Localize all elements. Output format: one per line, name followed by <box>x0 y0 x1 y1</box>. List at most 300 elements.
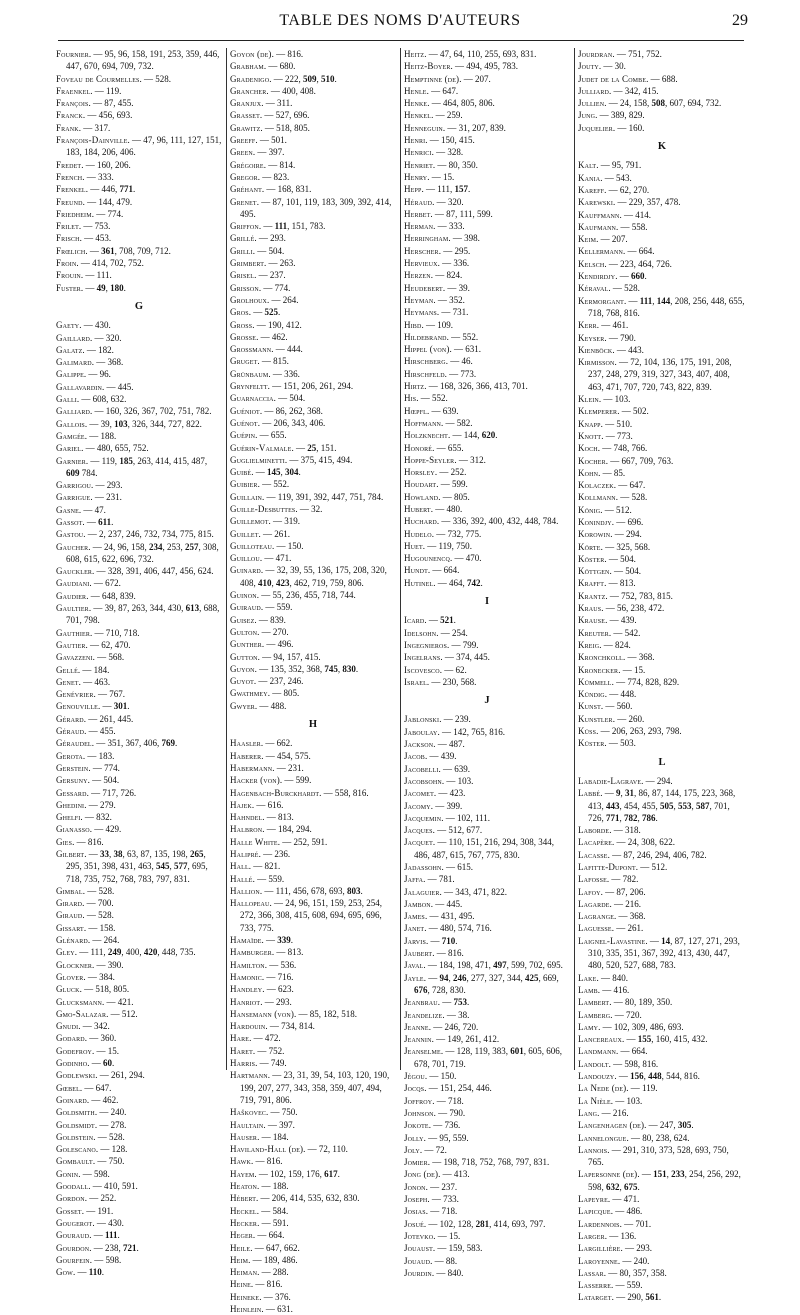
page-references: 135, 352, 368, 745, 830 <box>270 663 356 674</box>
page-references: 293 <box>106 480 121 491</box>
index-entry: Guille-Desbuttes. — 32. <box>230 503 323 514</box>
author-name: Kündig <box>578 689 605 700</box>
author-name: Lannois <box>578 1144 608 1155</box>
author-name: Lagrange <box>578 911 615 922</box>
page-references: 80, 238, 624 <box>642 1132 688 1143</box>
page-references: 398 <box>464 233 478 244</box>
page-references: 111, 157 <box>437 184 469 195</box>
author-name: Kirmisson <box>578 357 615 368</box>
index-entry: Kreig. — 824. <box>578 639 631 650</box>
author-name: Gianasso <box>56 824 90 835</box>
page-references: 47, 96, 111, 127, 151, 183, 184, 206, 406 <box>66 135 222 158</box>
page-references: 294 <box>656 775 671 786</box>
index-entry: Janet. — 480, 574, 716. <box>404 923 492 934</box>
index-entry: Krafft. — 813. <box>578 578 636 589</box>
author-name: Guiraud <box>230 602 261 613</box>
author-name: Jeanne <box>404 1021 429 1032</box>
index-entry: Keim. — 207. <box>578 234 628 245</box>
page-references: 445 <box>117 381 132 392</box>
author-name: Goinard <box>56 1094 87 1105</box>
page-references: 279 <box>99 799 114 810</box>
author-name: Kelsch <box>578 258 605 269</box>
index-entry: Jambon. — 445. <box>404 898 463 909</box>
author-name: Froin <box>56 258 77 269</box>
page-references: 328 <box>447 147 461 158</box>
letter-heading: J <box>484 695 490 707</box>
index-entry: Gauthier. — 710, 718. <box>56 627 140 638</box>
author-name: Hoffmann <box>404 417 442 428</box>
page-references: 336, 392, 400, 432, 448, 784 <box>452 516 557 527</box>
page-references: 494, 495, 783 <box>466 61 516 72</box>
index-entry: Laguesse. — 261. <box>578 923 644 934</box>
index-entry: Joffroy. — 718. <box>404 1095 464 1106</box>
page-references: 144, 479 <box>98 196 130 207</box>
page-references: 752, 783, 815 <box>621 590 671 601</box>
author-name: Gaety <box>56 320 80 331</box>
index-entry: Heineke. — 376. <box>230 1291 291 1302</box>
page-references: 150 <box>287 540 302 551</box>
index-entry: Guillou. — 471. <box>230 553 292 564</box>
page-references: 599 <box>295 775 310 786</box>
page-references: 464, 805, 806 <box>443 98 493 109</box>
index-entry: Hajek. — 616. <box>230 799 284 810</box>
column-divider <box>226 48 227 1070</box>
page-references: 821 <box>264 861 279 872</box>
index-entry: Friedheim. — 774. <box>56 208 124 219</box>
index-entry: Ingelrans. — 374, 445. <box>404 652 490 663</box>
page-references: 47 <box>94 504 104 515</box>
page-references: 647, 662 <box>266 1242 298 1253</box>
index-column-3 <box>404 48 570 1278</box>
author-name: Krafft <box>578 578 605 589</box>
page-references: 748, 766 <box>613 443 646 454</box>
index-entry: Jaffa. — 781. <box>404 874 455 885</box>
page-references: 60 <box>102 1058 112 1069</box>
page-references: 559 <box>626 1280 641 1291</box>
author-name: Lacasse <box>578 849 608 860</box>
index-entry: Guglielminetti. — 375, 415, 494. <box>230 454 353 465</box>
index-entry: Kronecker. — 15. <box>578 664 646 675</box>
page-references: 87, 455 <box>104 98 132 109</box>
author-name: Gwathmey <box>230 688 268 699</box>
page-references: 144, 620 <box>463 430 496 441</box>
author-name: His <box>404 393 417 404</box>
author-name: Kermorgant <box>578 295 625 306</box>
author-name: Herbet <box>404 208 431 219</box>
page-references: 14, 87, 127, 271, 293, 310, 335, 351, 367, 392, 413, 430, 447, 480, 520, 527, 688, 783 <box>588 935 740 971</box>
page-references: 207 <box>611 234 626 245</box>
page-references: 239 <box>454 714 469 725</box>
page-references: 119, 185, 263, 414, 415, 487, 609 784 <box>66 455 208 478</box>
index-entry: Hansemann (von). — 85, 182, 518. <box>230 1008 357 1019</box>
index-entry: La Nièle. — 103. <box>578 1095 643 1106</box>
index-entry: Lasserre. — 559. <box>578 1280 643 1291</box>
page-references: 333 <box>98 171 112 182</box>
index-entry: Kunst. — 560. <box>578 701 633 712</box>
index-entry: Gellé. — 184. <box>56 664 110 675</box>
page-references: 95, 96, 158, 191, 253, 359, 446, 447, 670, 694, 709, 732 <box>66 49 220 72</box>
index-entry: Horsley. — 252. <box>404 467 467 478</box>
author-name: Hacker (von) <box>230 775 280 786</box>
author-name: Gersuny <box>56 775 88 786</box>
author-name: Kronecker <box>578 664 619 675</box>
index-entry: Karewski. — 229, 357, 478. <box>578 197 681 208</box>
index-entry: Hare. — 472. <box>230 1033 281 1044</box>
index-entry: Guérin-Valmale. — 25, 151. <box>230 442 337 453</box>
index-entry: Henri. — 150, 415. <box>404 135 475 146</box>
author-name: Grolhoux <box>230 294 268 305</box>
page-references: 839 <box>270 614 284 625</box>
author-name: Jambon <box>404 898 431 909</box>
author-name: Handley <box>230 984 263 995</box>
index-entry: Körte. — 325, 568. <box>578 541 651 552</box>
index-entry: Gimbal. — 528. <box>56 885 115 896</box>
page-references: 512 <box>651 862 666 872</box>
author-name: Ingelrans <box>404 652 441 663</box>
page-references: 781 <box>438 874 453 885</box>
page-references: 664 <box>268 1230 283 1241</box>
index-entry: Henrici. — 328. <box>404 147 464 158</box>
author-name: Iscovesco <box>404 664 440 675</box>
author-name: Grimbert <box>230 258 265 269</box>
author-name: James <box>404 911 425 922</box>
index-entry: Franck. — 456, 693. <box>56 110 133 121</box>
author-name: Hamilton <box>230 959 265 970</box>
author-name: Gerota <box>56 750 83 761</box>
page-references: 206, 414, 535, 632, 830 <box>271 1193 358 1204</box>
page-references: 94, 246, 277, 327, 344, 425, 669, 676, 728, 830 <box>414 972 559 995</box>
page-references: 155, 160, 415, 432 <box>637 1034 706 1045</box>
page-references: 599 <box>451 479 466 490</box>
author-name: Godinho <box>56 1058 88 1069</box>
index-entry: Frilet. — 753. <box>56 221 111 232</box>
page-references: 343, 471, 822 <box>455 886 505 897</box>
page-references: 72 <box>435 1144 445 1155</box>
author-name: Kollmann <box>578 492 616 503</box>
author-name: Grancher <box>230 85 267 96</box>
page-references: 518, 805 <box>95 984 127 995</box>
index-entry: Grisel. — 237. <box>230 270 286 281</box>
page-references: 376 <box>274 1291 289 1302</box>
page-references: 752 <box>268 1045 283 1056</box>
author-name: Grisel <box>230 270 255 281</box>
index-entry: Gow. — 110. <box>56 1267 104 1278</box>
page-references: 480, 655, 752 <box>96 443 147 454</box>
index-entry: Gasne. — 47. <box>56 504 106 515</box>
author-name: Honoré <box>404 442 433 453</box>
index-entry: Frenkel. — 446, 771. <box>56 184 136 195</box>
page-references: 525 <box>264 307 279 318</box>
page-references: 753 <box>453 997 467 1008</box>
author-name: Herscher <box>404 245 439 256</box>
index-entry: Kollmann. — 528. <box>578 492 648 503</box>
author-name: Guyot <box>230 676 254 687</box>
page-references: 527, 696 <box>275 110 308 121</box>
page-references: 149, 261, 412 <box>447 1034 497 1045</box>
author-name: Jaboulay <box>404 726 438 737</box>
author-name: Labbé <box>578 788 601 799</box>
author-name: Gasne <box>56 504 79 515</box>
page-references: 87, 246, 294, 406, 782 <box>623 849 705 860</box>
author-name: Guillou <box>230 553 260 564</box>
page-references: 237, 246 <box>269 676 302 687</box>
page-references: 815 <box>273 356 287 367</box>
index-entry: Landmann. — 664. <box>578 1046 648 1057</box>
author-name: Lapicque <box>578 1206 611 1217</box>
author-name: Guénot <box>230 417 258 428</box>
index-entry: Jung. — 389, 829. <box>578 110 645 121</box>
author-name: Hardouin <box>230 1021 266 1032</box>
page-references: 317 <box>94 122 109 133</box>
page-references: 184, 294 <box>277 824 310 835</box>
page-references: 278 <box>110 1119 125 1130</box>
index-entry: His. — 552. <box>404 393 448 404</box>
page-references: 558, 816 <box>334 787 367 798</box>
page-references: 109 <box>437 319 451 330</box>
page-references: 790 <box>620 332 634 343</box>
author-name: Kéraval <box>578 283 609 294</box>
page-references: 701 <box>635 1218 649 1229</box>
page-references: 400, 408 <box>282 85 314 96</box>
author-name: Jaffa <box>404 874 424 885</box>
index-entry: Galli. — 608, 632. <box>56 394 127 405</box>
index-entry: Gallois. — 39, 103, 326, 344, 727, 822. <box>56 418 202 429</box>
index-entry: Glockner. — 390. <box>56 959 124 970</box>
page-references: 767 <box>109 689 123 700</box>
index-entry: Gréhant. — 168, 831. <box>230 184 312 195</box>
author-name: Grawitz <box>230 122 261 133</box>
author-name: Gassot <box>56 516 83 527</box>
page-references: 512, 677 <box>448 825 480 836</box>
index-entry: Gourdon. — 238, 721. <box>56 1242 139 1253</box>
author-name: Jomier <box>404 1157 428 1168</box>
page-references: 439 <box>440 751 455 762</box>
author-name: Laborde <box>578 825 610 836</box>
index-entry: Guarnaccia. — 504. <box>230 393 306 404</box>
author-name: Guarnaccia <box>230 393 274 404</box>
page-references: 94, 157, 415 <box>273 651 319 662</box>
page-references: 56, 238, 472 <box>617 603 663 614</box>
author-name: Jackson <box>404 739 434 750</box>
page-references: 813 <box>277 812 292 823</box>
index-entry: Henkel. — 259. <box>404 110 463 121</box>
page-references: 264 <box>282 294 297 305</box>
author-name: Haasler <box>230 738 261 749</box>
page-references: 397 <box>279 1119 293 1130</box>
index-entry: Gross. — 190, 412. <box>230 319 302 330</box>
page-references: 716 <box>277 971 292 982</box>
page-references: 229, 357, 478 <box>628 197 679 208</box>
index-entry: Haret. — 752. <box>230 1045 285 1056</box>
index-entry: Landolt. — 598, 816. <box>578 1058 659 1069</box>
index-entry: Laignel-Lavastine. — 14, 87, 127, 271, 293, 310, 335, 351, 367, 392, 413, 430, 447, 480, 520, 527, 688, 783. <box>578 935 740 971</box>
author-name: Laroyenne <box>578 1255 618 1266</box>
index-entry: Haasler. — 662. <box>230 738 293 749</box>
author-name: Jotevko <box>404 1230 434 1241</box>
index-entry: Guyon. — 135, 352, 368, 745, 830. <box>230 663 359 674</box>
index-entry: Ghedini. — 279. <box>56 799 116 810</box>
index-entry: Lacapère. — 24, 308, 622. <box>578 837 676 848</box>
index-entry: Kellermann. — 664. <box>578 246 655 257</box>
author-name: Kania <box>578 172 601 183</box>
index-entry: Greeff. — 501. <box>230 135 287 146</box>
page-references: 159, 583 <box>448 1243 481 1254</box>
index-entry: Jouty. — 30. <box>578 61 626 72</box>
author-name: Goyon (de) <box>230 49 272 59</box>
author-name: Heymans <box>404 307 437 318</box>
author-name: Guinard <box>230 565 261 576</box>
index-entry: Gutton. — 94, 157, 415. <box>230 651 321 662</box>
author-name: Huet <box>404 540 423 551</box>
index-entry: Grünbaum. — 336. <box>230 368 300 379</box>
author-name: Hudelo <box>404 528 432 539</box>
page-references: 462 <box>271 331 286 342</box>
index-entry: Guibé. — 145, 304. <box>230 467 301 478</box>
index-entry: König. — 512. <box>578 504 632 515</box>
author-name: Guillain <box>230 491 263 502</box>
index-entry: Haškovec. — 750. <box>230 1107 298 1118</box>
index-entry: Kerr. — 461. <box>578 320 629 331</box>
page-references: 688 <box>661 73 676 84</box>
index-entry: Honoré. — 655. <box>404 442 464 453</box>
author-name: Hawk <box>230 1156 251 1167</box>
index-entry: Frank. — 317. <box>56 122 111 133</box>
author-name: Latarget <box>578 1292 612 1303</box>
index-entry: Heine. — 816. <box>230 1279 283 1290</box>
page-references: 206, 263, 293, 798 <box>611 726 680 737</box>
page-references: 111, 144, 208, 256, 448, 655, 718, 768, 816 <box>588 295 745 318</box>
index-entry: Kocher. — 667, 709, 763. <box>578 455 674 466</box>
author-name: Hauser <box>230 1131 258 1142</box>
page-references: 188 <box>272 1181 287 1192</box>
author-name: Kaufmann <box>578 221 617 232</box>
author-name: Grossmann <box>230 344 272 355</box>
index-entry: Gastou. — 2, 237, 246, 732, 734, 775, 815. <box>56 529 214 540</box>
author-name: Jarvis <box>404 935 426 946</box>
author-name: Godlewski <box>56 1070 96 1081</box>
author-name: Krantz <box>578 590 606 601</box>
index-entry: Gaultier. — 39, 87, 263, 344, 430, 613, 688, 701, 798. <box>56 603 220 626</box>
author-name: Haret <box>230 1045 253 1056</box>
page-references: 252 <box>450 467 465 478</box>
author-name: Jacob <box>404 751 425 762</box>
index-entry: Kalt. — 95, 791. <box>578 160 642 171</box>
author-name: Gross <box>230 319 253 330</box>
index-entry: Lancereaux. — 155, 160, 415, 432. <box>578 1034 708 1045</box>
index-entry: Josué. — 102, 128, 281, 414, 693, 797. <box>404 1218 546 1229</box>
page-references: 816 <box>287 49 301 59</box>
index-entry: Henriet. — 80, 350. <box>404 159 478 170</box>
author-name: Holzknecht <box>404 430 448 441</box>
author-name: Heitz <box>404 49 425 59</box>
index-entry: Halbron. — 184, 294. <box>230 824 312 835</box>
page-references: 260 <box>628 713 642 724</box>
page-references: 512 <box>616 504 630 515</box>
author-name: Jacquemin <box>404 812 442 823</box>
author-name: Jourdran <box>578 49 613 59</box>
index-entry: Hudelo. — 732, 775. <box>404 528 482 539</box>
page-references: 246, 720 <box>444 1021 476 1032</box>
author-name: Gilbert <box>56 849 85 859</box>
index-entry: Jouaud. — 88. <box>404 1255 458 1266</box>
index-entry: Gerota. — 183. <box>56 750 115 761</box>
author-name: Jourdin <box>404 1267 432 1278</box>
index-entry: Krantz. — 752, 783, 815. <box>578 590 673 601</box>
letter-heading: L <box>658 756 666 768</box>
index-entry: Goldstein. — 528. <box>56 1131 125 1142</box>
author-name: Labadie-Lagrave <box>578 775 642 786</box>
index-entry: Haviland-Hall (de). — 72, 110. <box>230 1144 348 1155</box>
index-entry: Kümmell. — 774, 828, 829. <box>578 676 680 687</box>
index-entry: Géraudel. — 351, 367, 406, 769. <box>56 738 178 749</box>
index-entry: Heitz. — 47, 64, 110, 255, 693, 831. <box>404 49 537 59</box>
index-entry: Larger. — 136. <box>578 1230 637 1241</box>
author-name: Laguesse <box>578 923 612 934</box>
author-name: Heinlein <box>230 1303 262 1314</box>
page-references: 639 <box>454 763 468 774</box>
author-name: Franck <box>56 110 83 121</box>
page-references: 216 <box>625 898 639 909</box>
index-entry: Gley. — 111, 249, 400, 420, 448, 735. <box>56 947 196 958</box>
index-entry: Guépin. — 655. <box>230 430 287 441</box>
page-references: 470 <box>465 553 480 564</box>
page-references: 732, 775 <box>447 528 479 539</box>
index-entry: Goodall. — 410, 591. <box>56 1181 138 1192</box>
page-references: 252 <box>100 1193 114 1204</box>
index-entry: Heckel. — 584. <box>230 1205 289 1216</box>
author-name: La Nede (de) <box>578 1083 627 1094</box>
author-name: Guinon <box>230 590 257 601</box>
index-entry: Gessard. — 717, 726. <box>56 787 137 798</box>
author-name: Hirtz <box>404 381 425 392</box>
index-entry: Guiraud. — 559. <box>230 602 293 613</box>
author-name: Hundt <box>404 565 428 576</box>
index-entry: Gougerot. — 430. <box>56 1217 124 1228</box>
page-references: 416 <box>613 984 628 995</box>
author-name: Gerstein <box>56 762 89 773</box>
page-references: 80, 189, 350 <box>624 997 670 1008</box>
index-entry: Heim. — 189, 486. <box>230 1254 298 1265</box>
index-entry: Hamonic. — 716. <box>230 971 294 982</box>
index-entry: Joseph. — 733. <box>404 1194 459 1205</box>
index-entry: Hibd. — 109. <box>404 319 453 330</box>
page-references: 119 <box>642 1083 656 1094</box>
author-name: Kareff <box>578 184 605 195</box>
page-references: 824 <box>615 639 629 650</box>
index-entry: Hallopeau. — 24, 96, 151, 159, 253, 254, 272, 366, 308, 415, 608, 694, 695, 696, 733, 775. <box>230 898 383 933</box>
page-references: 664 <box>631 1046 646 1057</box>
author-name: Galliard <box>56 406 91 417</box>
index-entry: Golescano. — 128. <box>56 1144 128 1155</box>
page-references: 236 <box>274 849 288 859</box>
page-references: 751, 752 <box>628 49 660 59</box>
author-name: Gwyer <box>230 700 255 711</box>
index-entry: Grabham. — 680. <box>230 61 296 72</box>
page-references: 389, 829 <box>610 110 643 121</box>
page-references: 552 <box>273 479 287 490</box>
page-references: 528 <box>108 1131 123 1142</box>
index-entry: Gulton. — 270. <box>230 626 289 637</box>
author-name: Konindjy <box>578 516 612 527</box>
author-name: Kunst <box>578 701 601 712</box>
index-entry: Héraud. — 320. <box>404 196 464 207</box>
index-entry: Goyon (de). — 816. <box>230 49 304 59</box>
author-name: Frilet <box>56 221 79 232</box>
page-references: 128 <box>111 1144 126 1155</box>
page-references: 247, 305 <box>659 1120 692 1131</box>
index-entry: Gaudiani. — 672. <box>56 578 121 589</box>
author-name: Langenhagen (de) <box>578 1120 645 1131</box>
